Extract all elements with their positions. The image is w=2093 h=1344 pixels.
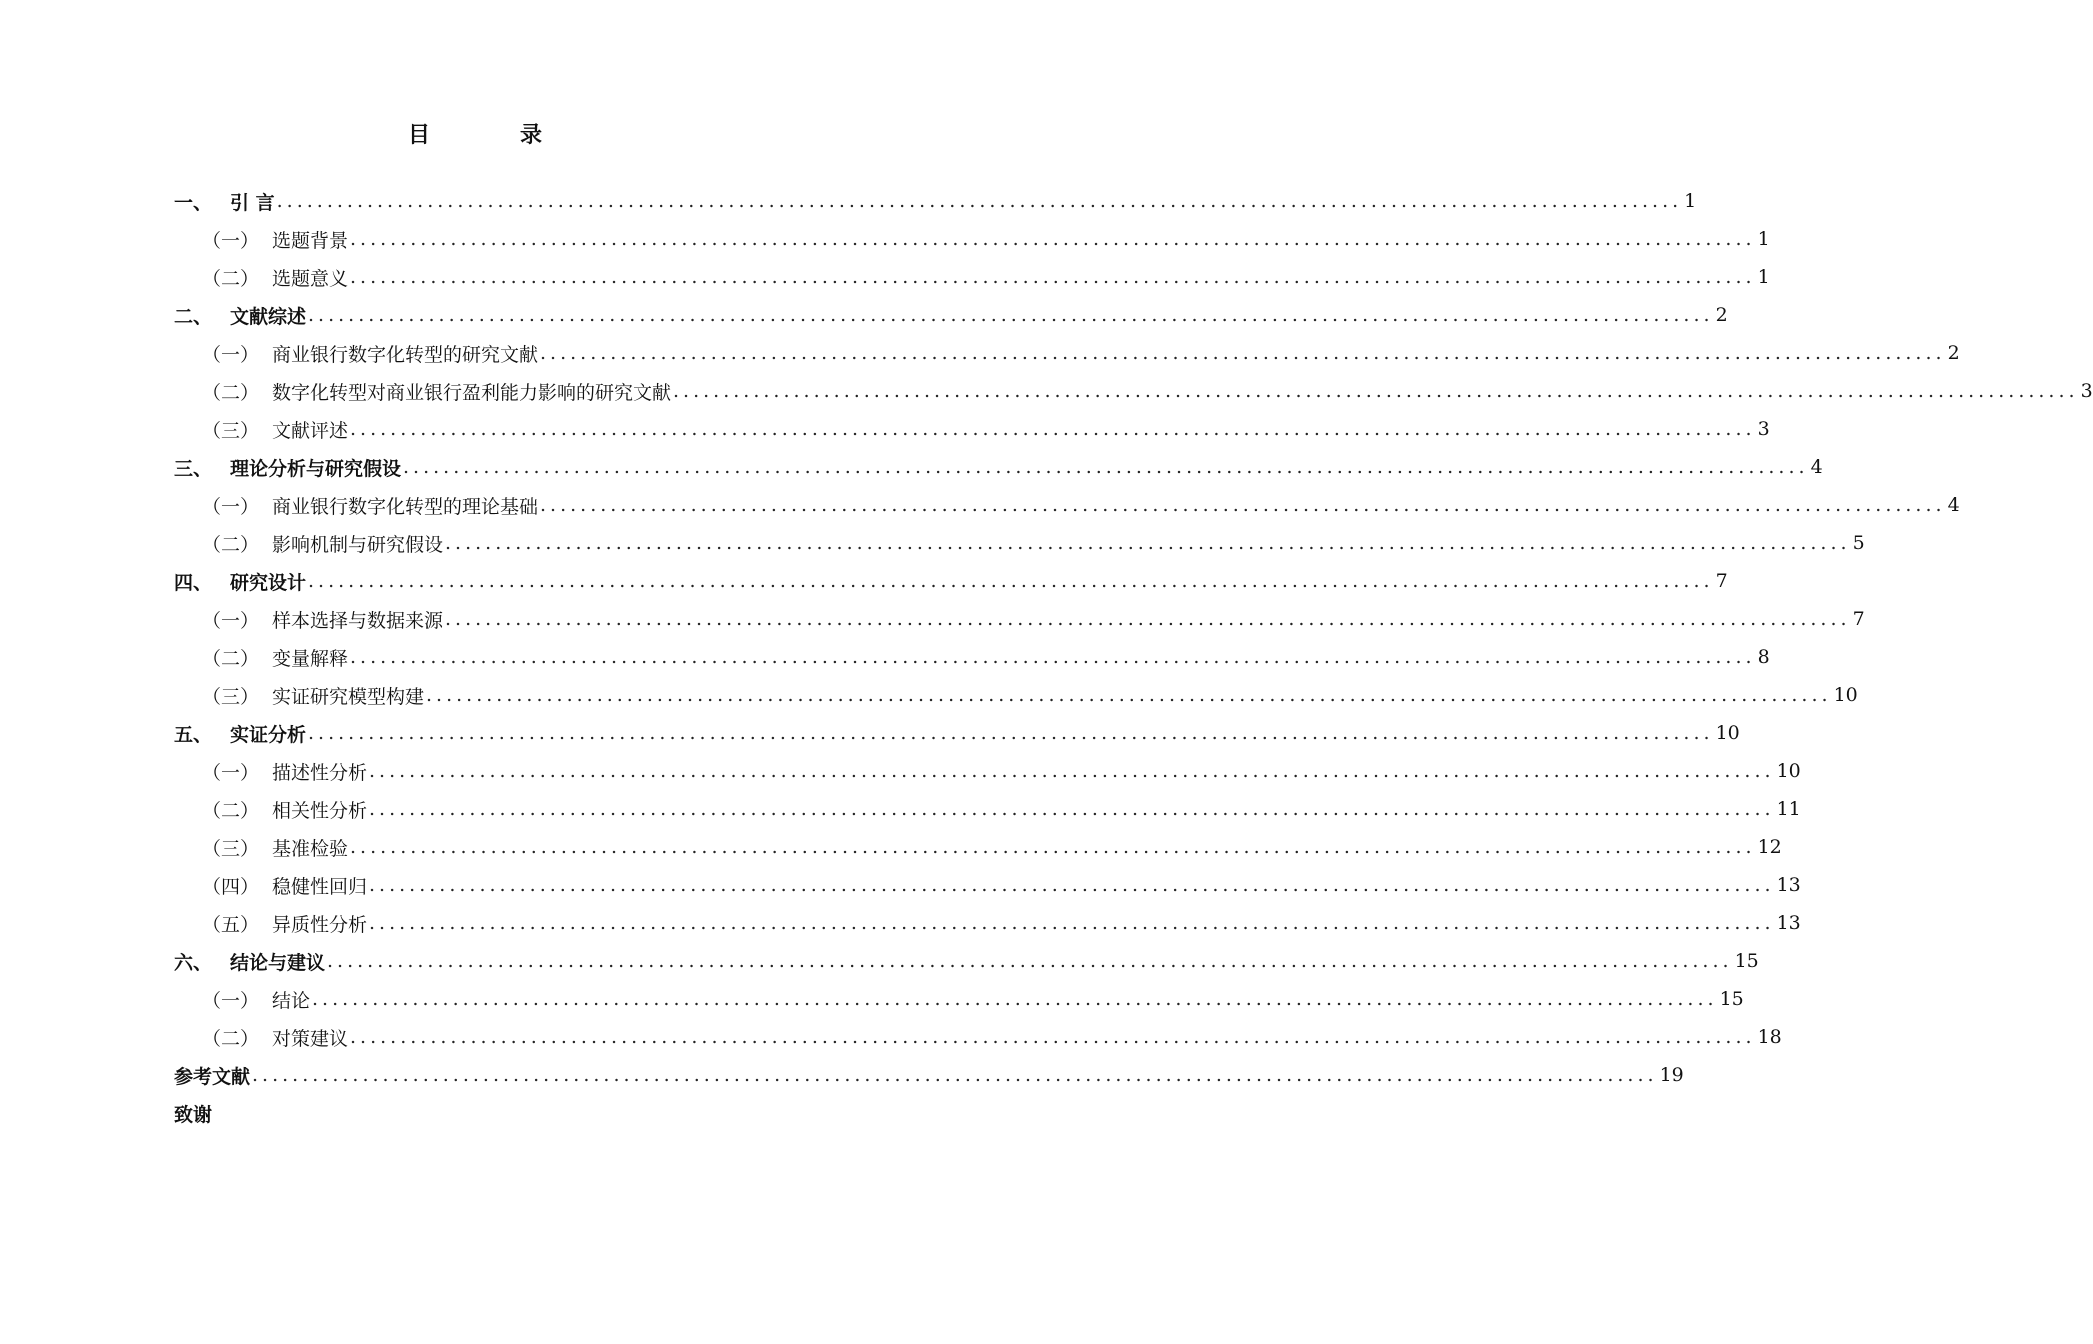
toc-entry[interactable] xyxy=(174,296,1728,334)
toc-leader-dots: ............................................................................................................................................ xyxy=(350,836,1756,858)
toc-page-number: 10 xyxy=(1833,684,1858,706)
toc-entry-text: 参考文献 xyxy=(174,1065,251,1088)
toc-entry-text: 变量解释 xyxy=(272,647,349,670)
toc-entry-text: 相关性分析 xyxy=(272,799,368,822)
toc-entry[interactable] xyxy=(174,676,1858,714)
toc-page-number: 1 xyxy=(1757,266,1770,288)
toc-entry-label xyxy=(174,758,367,785)
toc-page-number: 19 xyxy=(1659,1064,1684,1086)
toc-entry-text: 结论与建议 xyxy=(230,951,326,974)
toc-leader-dots: ............................................................................................................................................ xyxy=(673,380,2079,402)
toc-leader-dots: ............................................................................................................................................ xyxy=(403,456,1809,478)
toc-entry-label xyxy=(174,226,348,253)
toc-entry[interactable] xyxy=(174,220,1770,258)
toc-page-number: 4 xyxy=(1947,494,1960,516)
toc-page-number: 13 xyxy=(1776,874,1801,896)
toc-entry[interactable] xyxy=(174,714,1740,752)
toc-page-number: 7 xyxy=(1715,570,1728,592)
toc-entry-number: （二） xyxy=(202,267,260,290)
toc-entry-number: 三、 xyxy=(174,457,213,480)
toc-entry-label xyxy=(174,416,348,443)
toc-page-number: 2 xyxy=(1715,304,1728,326)
toc-entry[interactable] xyxy=(174,752,1801,790)
toc-entry-label xyxy=(174,378,671,405)
toc-entry[interactable] xyxy=(174,410,1770,448)
toc-entry[interactable] xyxy=(174,524,1865,562)
toc-entry-label xyxy=(174,720,306,747)
toc-entry[interactable] xyxy=(174,334,1960,372)
toc-entry-label xyxy=(174,834,348,861)
toc-page-number: 4 xyxy=(1810,456,1823,478)
toc-entry-text: 选题意义 xyxy=(272,267,349,290)
toc-entry-number: （二） xyxy=(202,381,260,404)
toc-entry-text: 文献综述 xyxy=(230,305,307,328)
toc-leader-dots: ............................................................................................................................................ xyxy=(350,418,1756,440)
toc-entry[interactable] xyxy=(174,1094,850,1132)
toc-entry-text: 对策建议 xyxy=(272,1027,349,1050)
toc-entry-text: 实证研究模型构建 xyxy=(272,685,425,708)
toc-entry[interactable] xyxy=(174,1056,1684,1094)
toc-entry-label xyxy=(174,1100,212,1127)
toc-leader-dots: ............................................................................................................................................ xyxy=(445,608,1851,630)
toc-page-number: 5 xyxy=(1852,532,1865,554)
toc-entry-number: （一） xyxy=(202,761,260,784)
toc-entry[interactable] xyxy=(174,1018,1782,1056)
toc-leader-dots: ............................................................................................................................................ xyxy=(445,532,1851,554)
toc-entry-label xyxy=(174,492,538,519)
toc-page-number: 10 xyxy=(1776,760,1801,782)
toc-leader-dots: ............................................................................................................................................ xyxy=(308,570,1714,592)
title-char-right: 录 xyxy=(520,123,543,148)
toc-entry-label xyxy=(174,1062,250,1089)
toc-entry-label xyxy=(174,302,306,329)
toc-entry-number: （二） xyxy=(202,533,260,556)
toc-page-number: 1 xyxy=(1684,190,1697,212)
toc-entry[interactable] xyxy=(174,638,1770,676)
toc-entry[interactable] xyxy=(174,866,1801,904)
toc-entry-number: 二、 xyxy=(174,305,213,328)
toc-leader-dots: ............................................................................................................................................ xyxy=(540,342,1946,364)
toc-leader-dots: ............................................................................................................................................ xyxy=(369,874,1775,896)
toc-entry-text: 引 言 xyxy=(230,191,275,214)
toc-entry-number: 六、 xyxy=(174,951,213,974)
toc-entry-text: 文献评述 xyxy=(272,419,349,442)
toc-entry-text: 样本选择与数据来源 xyxy=(272,609,444,632)
toc-entry-label xyxy=(174,264,348,291)
toc-entry-text: 选题背景 xyxy=(272,229,349,252)
toc-entry-number: （一） xyxy=(202,609,260,632)
toc-entry-text: 商业银行数字化转型的研究文献 xyxy=(272,343,539,366)
toc-page-number: 15 xyxy=(1719,988,1744,1010)
toc-entry-number: （五） xyxy=(202,913,260,936)
toc-leader-dots: ............................................................................................................................................ xyxy=(312,988,1718,1010)
toc-entry-label xyxy=(174,682,424,709)
toc-entry-text: 异质性分析 xyxy=(272,913,368,936)
toc-entry-number: （一） xyxy=(202,343,260,366)
toc-entry[interactable] xyxy=(174,790,1801,828)
toc-page-number: 1 xyxy=(1757,228,1770,250)
toc-entry-label xyxy=(174,796,367,823)
toc-leader-dots: ............................................................................................................................................ xyxy=(252,1064,1658,1086)
toc-entry-number: 五、 xyxy=(174,723,213,746)
toc-entry-text: 致谢 xyxy=(174,1103,213,1126)
toc-entry[interactable] xyxy=(174,486,1960,524)
toc-entry[interactable] xyxy=(174,942,1759,980)
toc-leader-dots: ............................................................................................................................................ xyxy=(350,228,1756,250)
toc-leader-dots: ............................................................................................................................................ xyxy=(308,722,1714,744)
toc-entry-label xyxy=(174,1024,348,1051)
toc-page-number: 7 xyxy=(1852,608,1865,630)
toc-entry-number: （一） xyxy=(202,989,260,1012)
toc-entry[interactable] xyxy=(174,258,1770,296)
toc-entry-number: （二） xyxy=(202,647,260,670)
toc-entry-text: 稳健性回归 xyxy=(272,875,368,898)
toc-entry-text: 基准检验 xyxy=(272,837,349,860)
toc-entry-number: （二） xyxy=(202,799,260,822)
toc-leader-dots: ............................................................................................................................................ xyxy=(426,684,1832,706)
toc-entry-label xyxy=(174,188,275,215)
table-of-contents xyxy=(174,182,2093,1132)
toc-page-number: 8 xyxy=(1757,646,1770,668)
toc-leader-dots: ............................................................................................................................................ xyxy=(308,304,1714,326)
toc-entry-text: 描述性分析 xyxy=(272,761,368,784)
toc-page-number: 11 xyxy=(1776,798,1801,820)
page-title xyxy=(0,118,950,150)
toc-page-number: 12 xyxy=(1757,836,1782,858)
toc-entry-label xyxy=(174,530,443,557)
toc-entry-text: 结论 xyxy=(272,989,311,1012)
toc-leader-dots: ............................................................................................................................................ xyxy=(369,912,1775,934)
toc-entry-label xyxy=(174,568,306,595)
toc-entry[interactable] xyxy=(174,448,1823,486)
toc-leader-dots: ............................................................................................................................................ xyxy=(540,494,1946,516)
toc-entry-number: （三） xyxy=(202,419,260,442)
toc-entry-number: （二） xyxy=(202,1027,260,1050)
toc-leader-dots: ............................................................................................................................................ xyxy=(350,646,1756,668)
toc-entry-label xyxy=(174,872,367,899)
toc-leader-dots: ............................................................................................................................................ xyxy=(276,190,1683,212)
toc-entry-number: （三） xyxy=(202,685,260,708)
toc-entry-text: 商业银行数字化转型的理论基础 xyxy=(272,495,539,518)
toc-entry[interactable] xyxy=(174,828,1782,866)
toc-entry[interactable] xyxy=(174,600,1865,638)
toc-entry-number: （一） xyxy=(202,495,260,518)
title-char-left: 目 xyxy=(407,123,430,148)
toc-leader-dots: ............................................................................................................................................ xyxy=(327,950,1733,972)
toc-page-number: 3 xyxy=(2080,380,2093,402)
toc-entry-text: 数字化转型对商业银行盈利能力影响的研究文献 xyxy=(272,381,672,404)
toc-entry-number: 四、 xyxy=(174,571,213,594)
toc-page-number: 3 xyxy=(1757,418,1770,440)
toc-entry-label xyxy=(174,340,538,367)
toc-leader-dots: ............................................................................................................................................ xyxy=(350,266,1756,288)
toc-page-number: 2 xyxy=(1947,342,1960,364)
toc-entry-label xyxy=(174,948,325,975)
toc-entry-text: 实证分析 xyxy=(230,723,307,746)
toc-page-number: 15 xyxy=(1734,950,1759,972)
toc-entry[interactable] xyxy=(174,562,1728,600)
toc-entry-label xyxy=(174,986,310,1013)
toc-page-number: 18 xyxy=(1757,1026,1782,1048)
toc-entry-text: 理论分析与研究假设 xyxy=(230,457,402,480)
toc-leader-dots: ............................................................................................................................................ xyxy=(369,798,1775,820)
toc-entry-number: （一） xyxy=(202,229,260,252)
toc-entry-label xyxy=(174,454,401,481)
toc-entry[interactable] xyxy=(174,980,1744,1018)
toc-entry-label xyxy=(174,644,348,671)
toc-page-number: 10 xyxy=(1715,722,1740,744)
toc-page-number: 13 xyxy=(1776,912,1801,934)
toc-entry[interactable] xyxy=(174,372,2093,410)
toc-leader-dots: ............................................................................................................................................ xyxy=(350,1026,1756,1048)
toc-entry-label xyxy=(174,606,443,633)
toc-entry-number: （三） xyxy=(202,837,260,860)
toc-entry-text: 研究设计 xyxy=(230,571,307,594)
toc-entry[interactable] xyxy=(174,182,1697,220)
toc-entry-label xyxy=(174,910,367,937)
toc-entry-number: 一、 xyxy=(174,191,213,214)
toc-leader-dots: ............................................................................................................................................ xyxy=(369,760,1775,782)
toc-entry[interactable] xyxy=(174,904,1801,942)
toc-entry-number: （四） xyxy=(202,875,260,898)
toc-entry-text: 影响机制与研究假设 xyxy=(272,533,444,556)
